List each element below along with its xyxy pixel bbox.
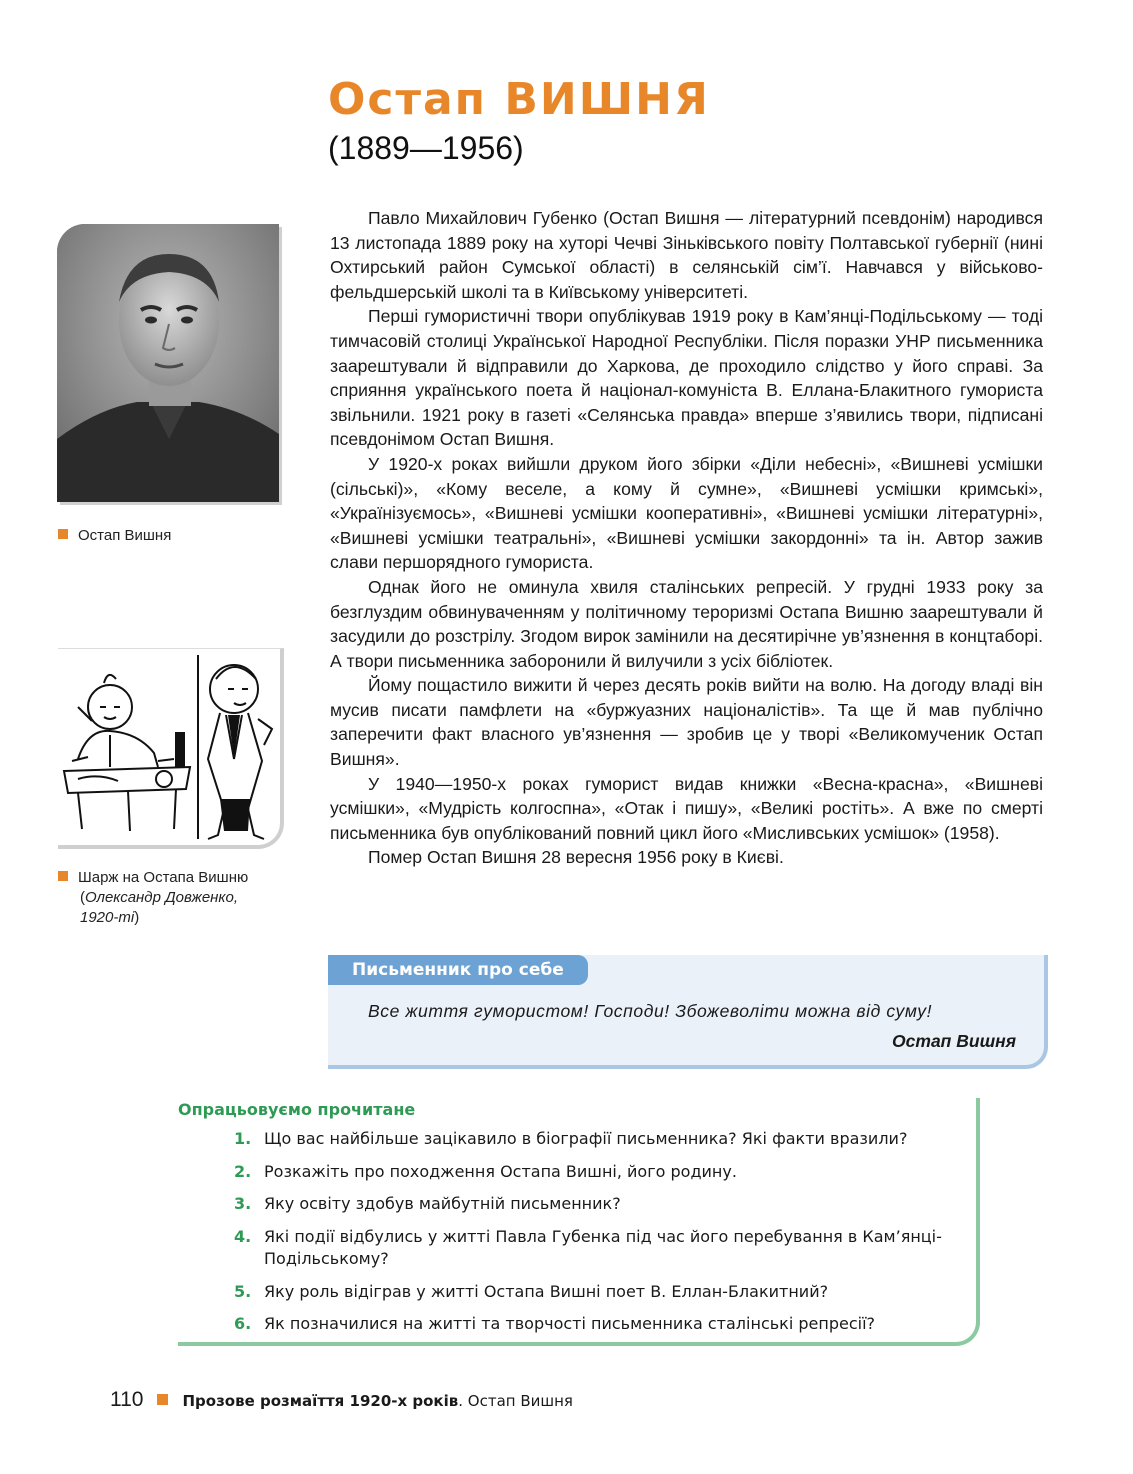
caption-marker-icon (58, 529, 68, 539)
biography-paragraph: Перші гумористичні твори опублікував 1919 року в Кам’янці-Подільському — тоді тимчасовій столиці Української Народної Республіки. Після поразки УНР письменника заарештували й відправили до Харкова, де проходило слідство у його справі. За сприяння українського поета й націонал-комуніста В. Еллана-Блакитного гумориста звільнили. 1921 року в газеті «Селянська правда» вперше з’явились твори, підписані псевдонімом Остап Вишня. (330, 306, 1043, 450)
quote-author: Остап Вишня (892, 1031, 1016, 1051)
biography-paragraph: Помер Остап Вишня 28 вересня 1956 року в Києві. (368, 847, 784, 868)
photo-caption: Остап Вишня (58, 526, 171, 546)
questions-heading: Опрацьовуємо прочитане (178, 1100, 416, 1119)
biography-paragraph: У 1920-х роках вийшли друком його збірки «Діли небесні», «Вишневі усмішки (сільські)», «Кому веселе, а кому й сумне», «Вишневі усмішки кримські», «Українізуємось», «Вишневі усмішки кооперативні», «Вишневі усмішки літературні», «Вишневі усмішки театральні», «Вишневі усмішки закордонні» та ін. Автор зажив слави першорядного гумориста. (330, 453, 1043, 573)
question-item: 1. Що вас найбільше зацікавило в біографії письменника? Які факти вразили? (234, 1129, 908, 1148)
biography-paragraph: Йому пощастило вижити й через десять років вийти на волю. На догоду владі він мусив писати памфлети на «буржуазних націоналістів». Та ще й мав публічно заперечити факт власного ув’язнення — зробив це у творі «Великомученик Остап Вишня». (330, 675, 1043, 770)
caricature-caption-author: (Олександр Довженко, 1920-ті) (80, 889, 239, 926)
portrait-image (57, 224, 279, 502)
page-number: 110 (110, 1388, 144, 1411)
author-portrait-photo (57, 224, 279, 502)
footer-chapter: Остап Вишня (463, 1392, 573, 1410)
question-item: 4. Які події відбулись у житті Павла Губенка під час його перебування в Кам’янці-Подільському? (234, 1226, 942, 1268)
questions-list (234, 1128, 954, 1346)
life-years: (1889—1956) (328, 130, 524, 166)
caption-marker-icon (58, 871, 68, 881)
biography-text (330, 206, 1043, 870)
question-item: 3. Яку освіту здобув майбутній письменник? (234, 1194, 621, 1213)
footer-marker-icon (157, 1394, 168, 1405)
question-item: 2. Розкажіть про походження Остапа Вишні, його родину. (234, 1161, 737, 1181)
page-title: Остап ВИШНЯ (328, 74, 710, 125)
biography-paragraph: У 1940—1950-х роках гуморист видав книжки «Весна-красна», «Вишневі усмішки», «Мудрість колгоспна», «Отак і пишу», «Великі ростіть». А вже по смерті письменника був опублікований повний цикл його «Мисливських усмішок» (1958). (330, 773, 1043, 843)
caricature-image (58, 649, 280, 845)
biography-paragraph: Однак його не оминула хвиля сталінських репресій. У грудні 1933 року за безглуздим обвинуваченням у політичному тероризмі Остапа Вишню заарештували й засудили до розстрілу. Згодом вирок замінили на десятирічне ув’язнення в концтаборі. А твори письменника заборонили й вилучили з усіх бібліотек. (330, 576, 1043, 671)
review-questions-box (178, 1098, 980, 1346)
footer-section-title: Прозове розмаїття 1920-х років (182, 1392, 459, 1410)
question-item: 5. Яку роль відіграв у житті Остапа Вишні поет В. Еллан-Блакитний? (234, 1281, 829, 1301)
caricature-drawing (58, 648, 284, 849)
writer-quote-box (328, 955, 1048, 1069)
quote-text: Все життя гумористом! Господи! Збожеволіти можна від суму! (368, 1001, 933, 1021)
question-item: 6. Як позначилися на житті та творчості письменника сталінські репресії? (234, 1314, 875, 1333)
page-footer: 110 Прозове розмаїття 1920-х років. Остап Вишня (110, 1388, 573, 1411)
caricature-caption: Шарж на Остапа Вишню (Олександр Довженко, 1920-ті) (58, 868, 278, 928)
biography-paragraph: Павло Михайлович Губенко (Остап Вишня — літературний псевдонім) народився 13 листопада 1889 року на хуторі Чечві Зіньківського повіту Полтавської губернії (нині Охтирський район Сумської області) в селянській сім’ї. Навчався у військово-фельдшерській школі та в Київському університеті. (330, 208, 1043, 302)
quote-heading: Письменник про себе (328, 955, 588, 985)
